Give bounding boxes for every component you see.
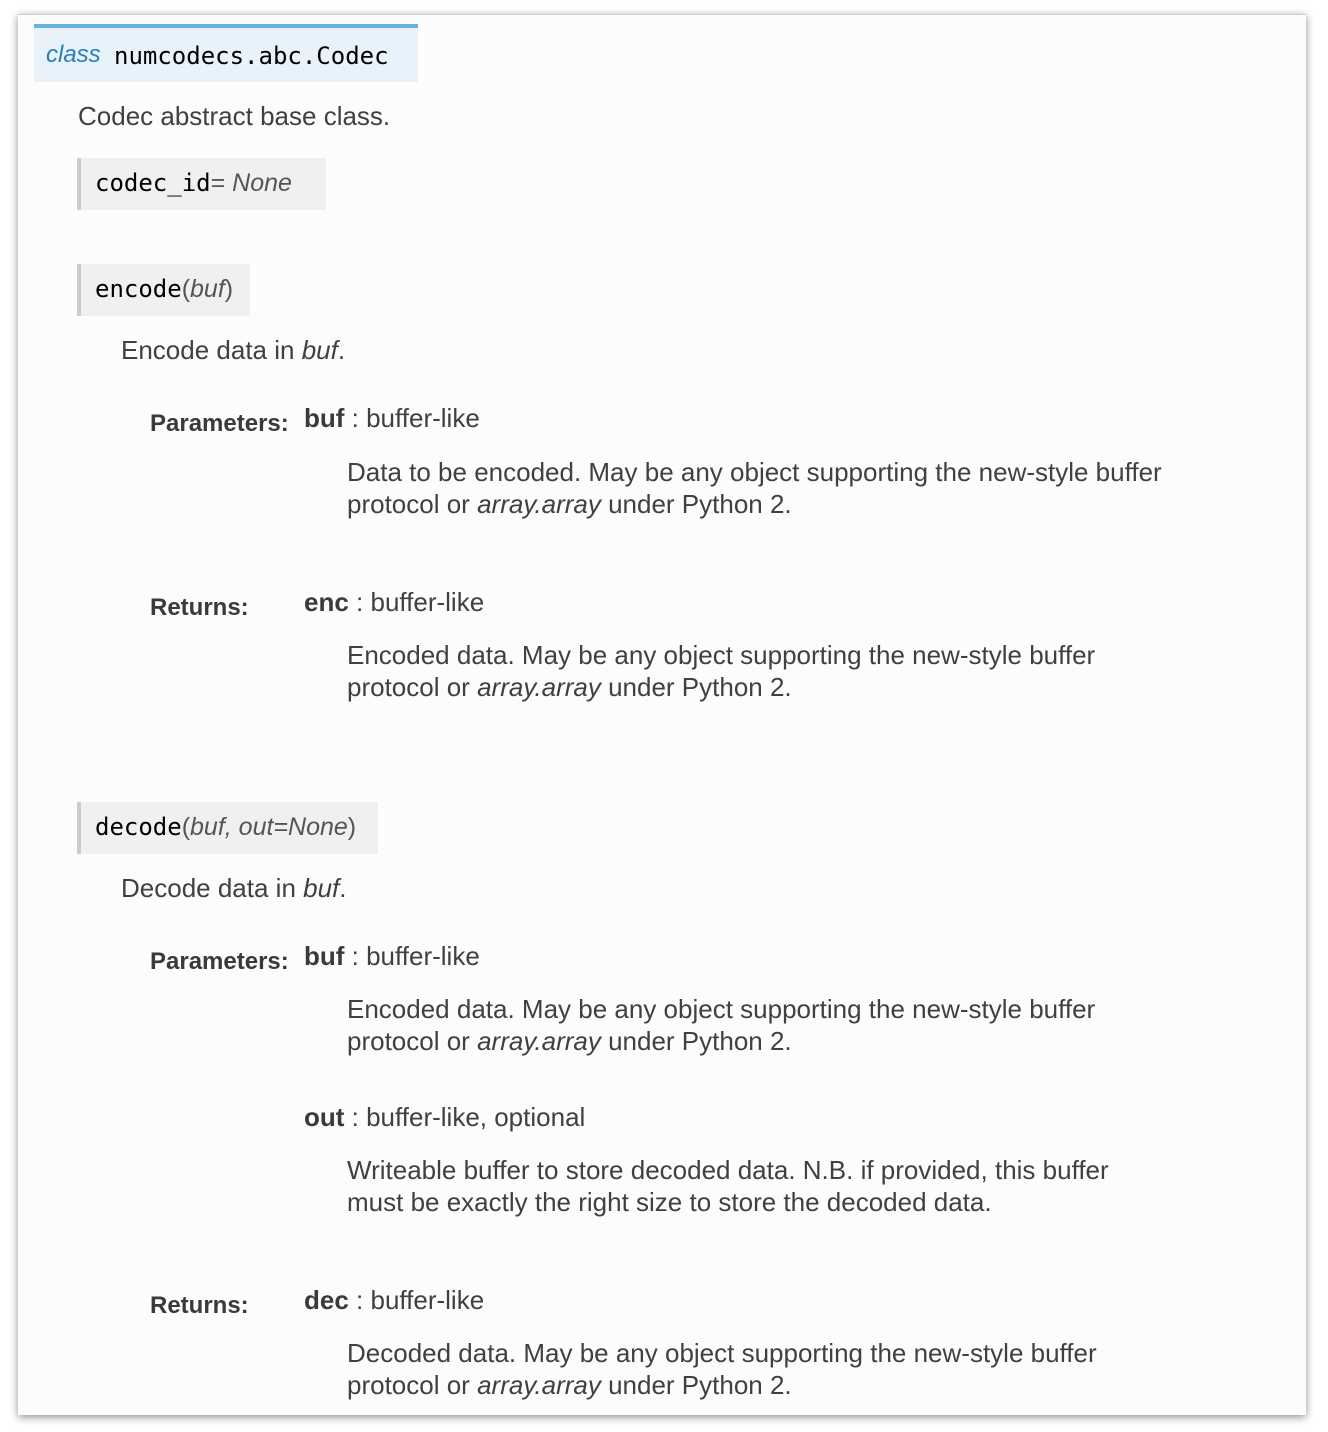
paren-close: ) xyxy=(347,813,357,841)
attr-name: codec_id xyxy=(95,169,211,197)
class-keyword: class xyxy=(46,41,101,68)
method-signature-decode[interactable] xyxy=(77,802,378,854)
encode-param-buf: buf : buffer-like xyxy=(304,403,480,433)
encode-parameters-label: Parameters: xyxy=(150,410,289,437)
paren-close: ) xyxy=(224,275,234,303)
encode-return-enc: enc : buffer-like xyxy=(304,587,485,617)
attr-value: None xyxy=(232,169,292,197)
class-name: numcodecs.abc.Codec xyxy=(114,42,389,70)
decode-param-buf-desc: Encoded data. May be any object supporting the new-style buffer protocol or array.array under Python 2. xyxy=(347,994,1096,1056)
decode-param-out: out : buffer-like, optional xyxy=(304,1102,586,1132)
class-signature[interactable] xyxy=(34,24,418,82)
decode-description: Decode data in buf. xyxy=(121,873,347,903)
method-name: encode xyxy=(95,275,182,303)
attr-signature-codec-id[interactable] xyxy=(77,158,326,210)
decode-returns-label: Returns: xyxy=(150,1292,249,1319)
paren-open: ( xyxy=(181,813,191,841)
method-params: buf, out=None xyxy=(190,813,348,841)
decode-return-dec: dec : buffer-like xyxy=(304,1285,485,1315)
encode-returns-label: Returns: xyxy=(150,594,249,621)
method-params: buf xyxy=(190,275,225,303)
decode-param-buf: buf : buffer-like xyxy=(304,941,480,971)
encode-param-buf-desc: Data to be encoded. May be any object supporting the new-style buffer protocol or array.array under Python 2. xyxy=(347,457,1162,519)
class-description: Codec abstract base class. xyxy=(78,101,391,131)
paren-open: ( xyxy=(181,275,191,303)
decode-parameters-label: Parameters: xyxy=(150,948,289,975)
encode-description: Encode data in buf. xyxy=(121,335,346,365)
encode-return-desc: Encoded data. May be any object supporting the new-style buffer protocol or array.array under Python 2. xyxy=(347,640,1096,702)
doc-page xyxy=(18,14,1306,1415)
decode-return-desc: Decoded data. May be any object supporting the new-style buffer protocol or array.array under Python 2. xyxy=(347,1338,1097,1400)
method-signature-encode[interactable] xyxy=(77,264,250,316)
attr-eq: = xyxy=(210,169,233,197)
method-name: decode xyxy=(95,813,182,841)
decode-param-out-desc: Writeable buffer to store decoded data. N.B. if provided, this buffer must be exactly the right size to store the decoded data. xyxy=(347,1155,1109,1217)
